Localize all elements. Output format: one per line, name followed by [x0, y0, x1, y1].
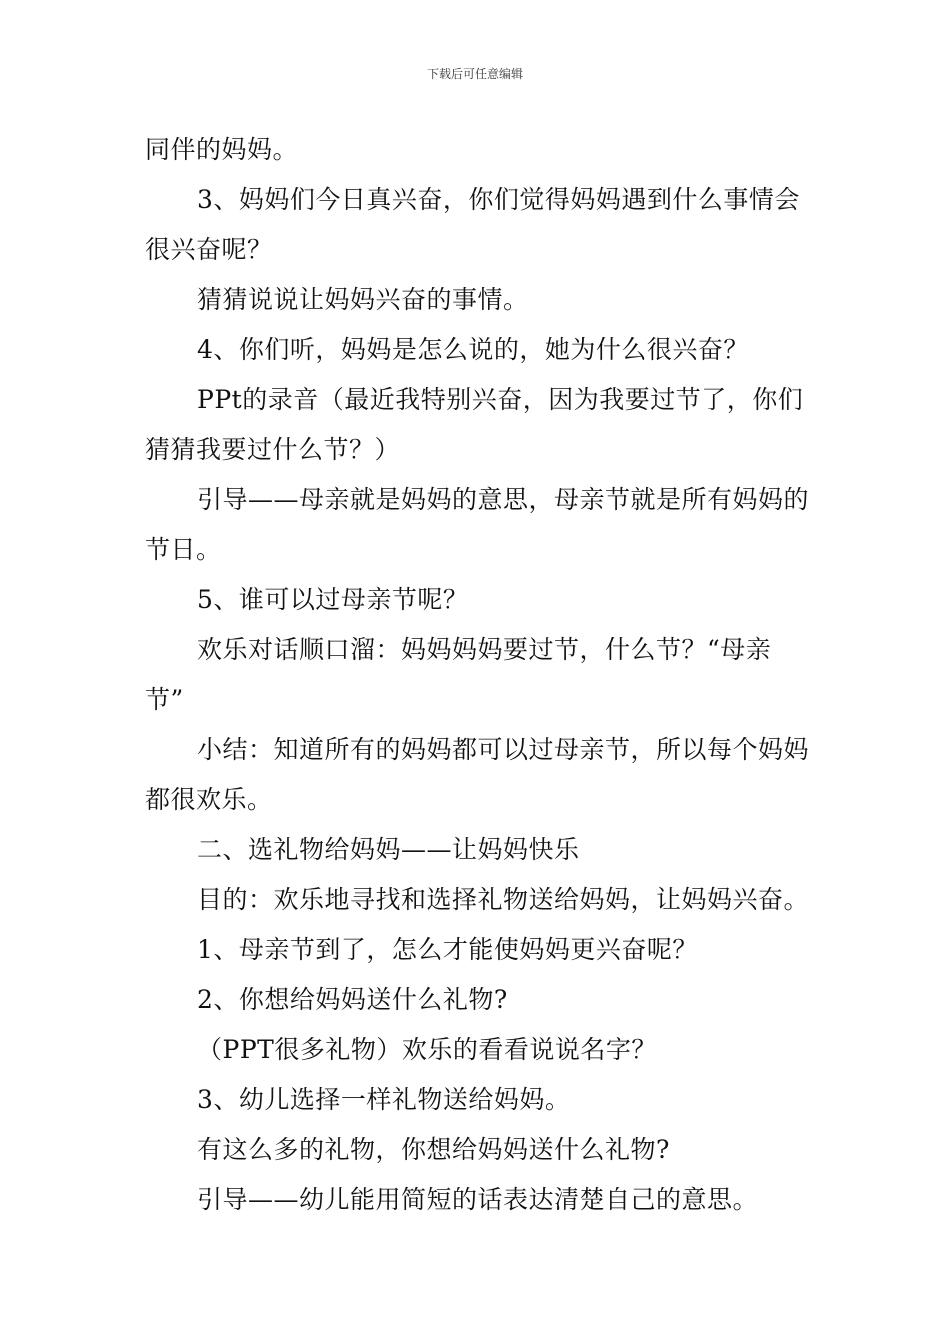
paragraph: （PPT很多礼物）欢乐的看看说说名字？: [197, 1035, 657, 1064]
paragraph: 猜猜说说让妈妈兴奋的事情。: [197, 285, 529, 314]
paragraph: 同伴的妈妈。: [145, 135, 299, 164]
document-body: [145, 125, 810, 1225]
paragraph: 有这么多的礼物，你想给妈妈送什么礼物?: [197, 1135, 670, 1164]
page-header: 下载后可任意编辑: [426, 67, 523, 81]
section-heading: 二、选礼物给妈妈——让妈妈快乐: [197, 835, 580, 864]
paragraph: 目的：欢乐地寻找和选择礼物送给妈妈，让妈妈兴奋。: [197, 885, 810, 914]
paragraph: 引导——母亲就是妈妈的意思，母亲节就是所有妈妈的节日。: [145, 485, 810, 564]
paragraph: 1、母亲节到了，怎么才能使妈妈更兴奋呢？: [197, 935, 698, 964]
paragraph: 小结：知道所有的妈妈都可以过母亲节，所以每个妈妈都很欢乐。: [145, 735, 810, 814]
paragraph: 5、谁可以过母亲节呢？: [197, 585, 469, 614]
paragraph: 引导——幼儿能用简短的话表达清楚自己的意思。: [197, 1185, 759, 1214]
paragraph: 2、你想给妈妈送什么礼物?: [197, 985, 508, 1014]
paragraph: 3、妈妈们今日真兴奋，你们觉得妈妈遇到什么事情会很兴奋呢？: [145, 185, 800, 264]
paragraph: 4、你们听，妈妈是怎么说的，她为什么很兴奋？: [197, 335, 749, 364]
paragraph: 欢乐对话顺口溜：妈妈妈妈要过节，什么节？“母亲节”: [145, 635, 772, 714]
paragraph: 3、幼儿选择一样礼物送给妈妈。: [197, 1085, 571, 1114]
paragraph: PPt的录音（最近我特别兴奋，因为我要过节了，你们猜猜我要过什么节？）: [145, 385, 804, 464]
